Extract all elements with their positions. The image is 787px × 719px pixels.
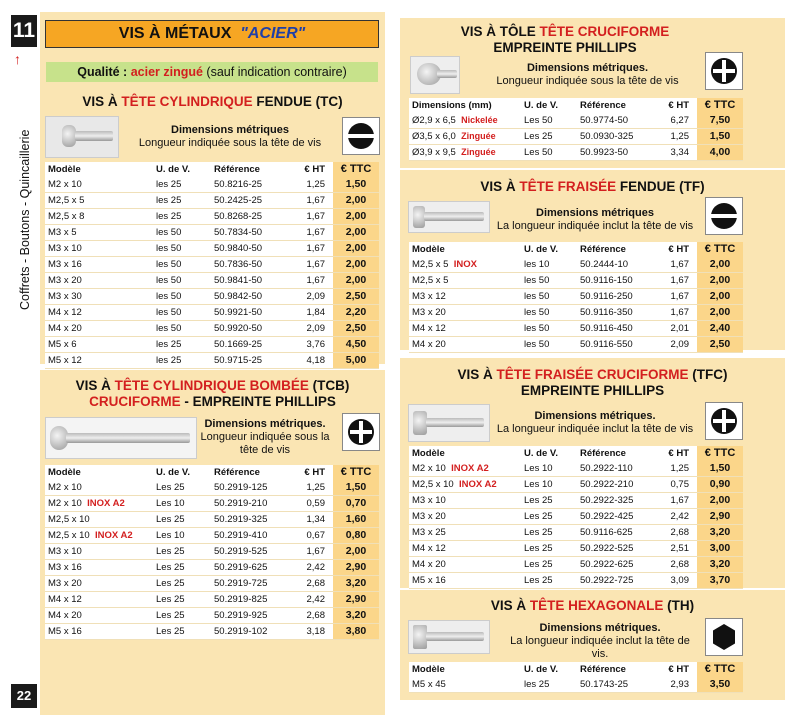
table-row <box>409 337 743 353</box>
table-row <box>45 528 379 544</box>
cell-price-ht: 4,18 <box>295 353 333 369</box>
cell-reference: 50.8268-25 <box>211 209 295 225</box>
cell-unit: Les 25 <box>521 557 577 573</box>
quality-banner <box>46 62 378 82</box>
cell-price-ttc: 2,50 <box>333 321 379 337</box>
tcb-dimensions: Dimensions métriques. Longueur indiquée sous la tête de vis <box>200 418 330 456</box>
cell-unit: les 50 <box>521 305 577 321</box>
cell-unit: les 50 <box>153 321 211 337</box>
table-row <box>409 145 743 161</box>
cell-model: M3 x 10 <box>409 493 521 509</box>
quality-value: acier zingué <box>130 65 203 79</box>
tcb-title: VIS À TÊTE CYLINDRIQUE BOMBÉE (TCB) CRUCIFORME - EMPREINTE PHILLIPS <box>75 378 350 409</box>
cell-note: INOX <box>453 259 477 270</box>
cell-price-ttc: 0,80 <box>333 528 379 544</box>
cell-price-ht: 2,42 <box>295 592 333 608</box>
cell-price-ttc: 7,50 <box>697 113 743 129</box>
cell-reference: 50.1743-25 <box>577 677 661 693</box>
cell-price-ht: 1,67 <box>661 273 697 289</box>
tc-title: VIS À TÊTE CYLINDRIQUE FENDUE (TC) <box>82 94 343 109</box>
cell-reference: 50.2922-525 <box>577 541 661 557</box>
cell-model: M3 x 16 <box>45 560 153 576</box>
cell-price-ttc: 0,70 <box>333 496 379 512</box>
cell-unit: les 50 <box>153 241 211 257</box>
cell-model: M2,5 x 10 INOX A2 <box>409 477 521 493</box>
cell-unit: Les 25 <box>153 576 211 592</box>
cell-price-ht: 2,68 <box>295 576 333 592</box>
cell-model: M5 x 16 <box>409 573 521 589</box>
cell-price-ttc: 2,00 <box>697 257 743 273</box>
cell-unit: les 50 <box>521 273 577 289</box>
cell-unit: les 25 <box>153 177 211 193</box>
cell-reference: 50.2922-625 <box>577 557 661 573</box>
cell-price-ttc: 0,90 <box>697 477 743 493</box>
cell-note: Zinguée <box>461 131 496 141</box>
cell-unit: les 50 <box>153 225 211 241</box>
th-table <box>409 662 743 693</box>
tole-dimensions: Dimensions métriques. Longueur indiquée sous la tête de vis <box>496 62 679 87</box>
cell-price-ttc: 4,50 <box>333 337 379 353</box>
title-main: VIS À MÉTAUX <box>118 25 232 42</box>
cell-reference: 50.9842-50 <box>211 289 295 305</box>
cell-price-ht: 1,67 <box>295 193 333 209</box>
cell-model: M2,5 x 5 <box>45 193 153 209</box>
cell-unit: Les 25 <box>521 493 577 509</box>
table-row <box>45 209 379 225</box>
cell-unit: Les 50 <box>521 113 577 129</box>
cell-unit: Les 10 <box>521 477 577 493</box>
phillips-icon <box>342 413 380 451</box>
cell-price-ht: 1,67 <box>295 257 333 273</box>
table-row <box>45 193 379 209</box>
cell-reference: 50.2919-725 <box>211 576 295 592</box>
cell-unit: Les 25 <box>153 608 211 624</box>
table-row <box>45 321 379 337</box>
cell-price-ht: 1,67 <box>295 225 333 241</box>
cell-model: M5 x 45 <box>409 677 521 693</box>
cell-model: M2,5 x 8 <box>45 209 153 225</box>
table-row <box>45 353 379 369</box>
cell-reference: 50.9116-625 <box>577 525 661 541</box>
cell-price-ttc: 2,40 <box>697 321 743 337</box>
table-row <box>45 337 379 353</box>
cell-price-ht: 0,75 <box>661 477 697 493</box>
cell-reference: 50.9116-350 <box>577 305 661 321</box>
cell-price-ht: 1,34 <box>295 512 333 528</box>
cell-model: M3 x 30 <box>45 289 153 305</box>
tcb-screw-photo <box>45 417 197 459</box>
cell-price-ttc: 2,00 <box>697 305 743 321</box>
cell-reference: 50.9116-150 <box>577 273 661 289</box>
chapter-label: Coffrets - Boutons - Quincaillerie <box>18 129 32 310</box>
cell-price-ht: 2,68 <box>661 525 697 541</box>
cell-model: M4 x 12 <box>409 541 521 557</box>
cell-model: M2 x 10 <box>45 177 153 193</box>
slot-icon <box>705 197 743 235</box>
cell-reference: 50.2922-325 <box>577 493 661 509</box>
tole-table <box>409 98 743 161</box>
cell-price-ht: 0,59 <box>295 496 333 512</box>
cell-unit: les 25 <box>153 209 211 225</box>
cell-model: M5 x 16 <box>45 624 153 640</box>
cell-price-ht: 1,84 <box>295 305 333 321</box>
cell-unit: Les 25 <box>153 592 211 608</box>
table-header: Modèle U. de V. Référence € HT € TTC <box>409 446 743 461</box>
cell-price-ttc: 2,00 <box>333 257 379 273</box>
cell-reference: 50.8216-25 <box>211 177 295 193</box>
table-row <box>45 273 379 289</box>
cell-price-ht: 2,93 <box>661 677 697 693</box>
cell-reference: 50.2922-725 <box>577 573 661 589</box>
cell-price-ht: 1,67 <box>661 257 697 273</box>
page-number: 22 <box>11 684 37 708</box>
table-row <box>409 129 743 145</box>
table-row <box>45 560 379 576</box>
up-arrow-icon: ↑ <box>14 51 21 67</box>
table-row <box>45 496 379 512</box>
tfc-title: VIS À TÊTE FRAISÉE CRUCIFORME (TFC) EMPREINTE PHILLIPS <box>457 367 728 398</box>
table-header: Modèle U. de V. Référence € HT € TTC <box>45 162 379 177</box>
cell-model: M3 x 10 <box>45 241 153 257</box>
cell-price-ht: 3,34 <box>661 145 697 161</box>
chapter-number: 11 <box>11 15 37 47</box>
phillips-icon <box>705 402 743 440</box>
cell-price-ht: 2,09 <box>295 289 333 305</box>
cell-price-ht: 1,25 <box>295 480 333 496</box>
table-header: Dimensions (mm) U. de V. Référence € HT € TTC <box>409 98 743 113</box>
table-row <box>45 624 379 640</box>
cell-unit: les 25 <box>521 677 577 693</box>
cell-unit: les 50 <box>153 257 211 273</box>
table-row <box>409 461 743 477</box>
table-row <box>409 257 743 273</box>
table-row <box>409 321 743 337</box>
cell-unit: les 50 <box>153 305 211 321</box>
cell-model: M4 x 20 <box>409 557 521 573</box>
tole-screw-photo <box>410 56 460 94</box>
cell-reference: 50.2919-325 <box>211 512 295 528</box>
cell-model: M2 x 10 INOX A2 <box>45 496 153 512</box>
table-row <box>409 493 743 509</box>
cell-model: M3 x 20 <box>45 273 153 289</box>
table-row <box>409 477 743 493</box>
tf-title: VIS À TÊTE FRAISÉE FENDUE (TF) <box>480 179 705 194</box>
cell-price-ht: 1,25 <box>661 461 697 477</box>
cell-model: M3 x 25 <box>409 525 521 541</box>
cell-unit: les 50 <box>521 289 577 305</box>
cell-reference: 50.9923-50 <box>577 145 661 161</box>
cell-model: M2,5 x 10 INOX A2 <box>45 528 153 544</box>
cell-price-ttc: 2,90 <box>333 560 379 576</box>
cell-unit: les 50 <box>153 273 211 289</box>
cell-unit: Les 10 <box>521 461 577 477</box>
th-screw-photo <box>408 620 490 654</box>
tfc-table <box>409 446 743 589</box>
cell-price-ttc: 2,50 <box>333 289 379 305</box>
cell-note: Zinguée <box>461 147 496 157</box>
cell-reference: 50.9116-450 <box>577 321 661 337</box>
cell-price-ht: 3,18 <box>295 624 333 640</box>
th-title: VIS À TÊTE HEXAGONALE (TH) <box>490 598 695 613</box>
cell-note: Nickelée <box>461 115 498 125</box>
cell-unit: Les 25 <box>153 544 211 560</box>
cell-unit: Les 25 <box>521 573 577 589</box>
table-row <box>45 305 379 321</box>
cell-model: M5 x 12 <box>45 353 153 369</box>
cell-reference: 50.1669-25 <box>211 337 295 353</box>
cell-price-ht: 6,27 <box>661 113 697 129</box>
cell-reference: 50.9840-50 <box>211 241 295 257</box>
cell-model: M3 x 5 <box>45 225 153 241</box>
cell-model: M4 x 20 <box>409 337 521 353</box>
cell-price-ht: 1,25 <box>661 129 697 145</box>
th-dimensions: Dimensions métriques. La longueur indiquée inclut la tête de vis. <box>510 622 690 660</box>
cell-reference: 50.2919-410 <box>211 528 295 544</box>
tf-dimensions: Dimensions métriques La longueur indiquée inclut la tête de vis <box>496 207 694 232</box>
cell-unit: Les 10 <box>153 528 211 544</box>
cell-model: M3 x 10 <box>45 544 153 560</box>
cell-model: M4 x 20 <box>45 321 153 337</box>
table-row <box>45 480 379 496</box>
cell-price-ttc: 3,20 <box>697 525 743 541</box>
cell-model: M2 x 10 INOX A2 <box>409 461 521 477</box>
quality-label: Qualité : <box>77 65 131 79</box>
cell-price-ttc: 2,90 <box>697 509 743 525</box>
cell-reference: 50.9920-50 <box>211 321 295 337</box>
cell-unit: les 50 <box>521 321 577 337</box>
cell-model: M3 x 12 <box>409 289 521 305</box>
cell-reference: 50.9116-550 <box>577 337 661 353</box>
cell-reference: 50.2425-25 <box>211 193 295 209</box>
table-row <box>409 305 743 321</box>
table-row <box>409 509 743 525</box>
cell-price-ht: 2,42 <box>295 560 333 576</box>
cell-reference: 50.9921-50 <box>211 305 295 321</box>
cell-unit: Les 25 <box>153 560 211 576</box>
table-row <box>45 289 379 305</box>
cell-model: M3 x 20 <box>45 576 153 592</box>
cell-price-ttc: 2,00 <box>697 273 743 289</box>
page-title <box>45 20 379 48</box>
table-header: Modèle U. de V. Référence € HT € TTC <box>45 465 379 480</box>
cell-reference: 50.2919-102 <box>211 624 295 640</box>
cell-note: INOX A2 <box>459 479 497 490</box>
tcb-table <box>45 465 379 640</box>
cell-price-ttc: 1,50 <box>333 177 379 193</box>
cell-reference: 50.2922-425 <box>577 509 661 525</box>
cell-model: M5 x 6 <box>45 337 153 353</box>
tfc-screw-photo <box>408 404 490 442</box>
tf-table <box>409 242 743 353</box>
sidebar <box>0 0 37 719</box>
cell-price-ht: 2,01 <box>661 321 697 337</box>
tfc-dimensions: Dimensions métriques. La longueur indiquée inclut la tête de vis <box>496 410 694 435</box>
cell-unit: les 50 <box>521 337 577 353</box>
cell-price-ttc: 3,20 <box>333 576 379 592</box>
cell-price-ht: 0,67 <box>295 528 333 544</box>
table-row <box>409 525 743 541</box>
table-row <box>409 557 743 573</box>
cell-note: INOX A2 <box>451 463 489 474</box>
cell-price-ttc: 2,00 <box>333 544 379 560</box>
cell-reference: 50.0930-325 <box>577 129 661 145</box>
cell-price-ttc: 2,00 <box>697 289 743 305</box>
cell-model: Ø2,9 x 6,5 Nickelée <box>409 113 521 129</box>
cell-unit: Les 10 <box>153 496 211 512</box>
cell-note: INOX A2 <box>87 498 125 509</box>
cell-model: Ø3,9 x 9,5 Zinguée <box>409 145 521 161</box>
cell-reference: 50.9841-50 <box>211 273 295 289</box>
cell-reference: 50.2922-110 <box>577 461 661 477</box>
cell-reference: 50.2919-210 <box>211 496 295 512</box>
table-row <box>409 541 743 557</box>
table-row <box>45 177 379 193</box>
cell-reference: 50.9774-50 <box>577 113 661 129</box>
cell-reference: 50.2922-210 <box>577 477 661 493</box>
cell-reference: 50.7834-50 <box>211 225 295 241</box>
cell-reference: 50.9715-25 <box>211 353 295 369</box>
cell-model: Ø3,5 x 6,0 Zinguée <box>409 129 521 145</box>
table-row <box>45 608 379 624</box>
cell-price-ht: 2,68 <box>661 557 697 573</box>
phillips-icon <box>705 52 743 90</box>
cell-unit: Les 25 <box>153 512 211 528</box>
table-row <box>409 273 743 289</box>
tole-title: VIS À TÔLE TÊTE CRUCIFORME EMPREINTE PHILLIPS <box>460 24 670 55</box>
cell-price-ht: 3,09 <box>661 573 697 589</box>
cell-price-ttc: 3,70 <box>697 573 743 589</box>
cell-price-ttc: 1,50 <box>697 461 743 477</box>
cell-unit: Les 25 <box>521 541 577 557</box>
cell-price-ht: 3,76 <box>295 337 333 353</box>
cell-model: M3 x 20 <box>409 305 521 321</box>
cell-unit: les 25 <box>153 193 211 209</box>
cell-price-ttc: 2,00 <box>697 493 743 509</box>
cell-price-ttc: 2,00 <box>333 225 379 241</box>
cell-price-ht: 1,25 <box>295 177 333 193</box>
cell-reference: 50.2444-10 <box>577 257 661 273</box>
cell-price-ht: 1,67 <box>295 273 333 289</box>
slot-icon <box>342 117 380 155</box>
cell-unit: les 10 <box>521 257 577 273</box>
hexagon-icon <box>705 618 743 656</box>
cell-price-ttc: 3,80 <box>333 624 379 640</box>
cell-model: M2,5 x 5 INOX <box>409 257 521 273</box>
cell-model: M2,5 x 5 <box>409 273 521 289</box>
cell-price-ttc: 5,00 <box>333 353 379 369</box>
cell-price-ht: 1,67 <box>661 493 697 509</box>
table-header: Modèle U. de V. Référence € HT € TTC <box>409 242 743 257</box>
table-row <box>409 677 743 693</box>
table-row <box>409 289 743 305</box>
cell-unit: les 50 <box>153 289 211 305</box>
cell-model: M2,5 x 10 <box>45 512 153 528</box>
table-row <box>409 113 743 129</box>
cell-price-ht: 2,68 <box>295 608 333 624</box>
table-row <box>45 512 379 528</box>
tc-screw-photo <box>45 116 119 158</box>
cell-price-ttc: 2,90 <box>333 592 379 608</box>
cell-price-ht: 1,67 <box>295 241 333 257</box>
table-row <box>45 592 379 608</box>
cell-price-ttc: 2,00 <box>333 209 379 225</box>
cell-reference: 50.2919-125 <box>211 480 295 496</box>
cell-model: M4 x 12 <box>45 305 153 321</box>
tc-table <box>45 162 379 369</box>
cell-unit: Les 25 <box>521 129 577 145</box>
table-row <box>45 225 379 241</box>
cell-model: M4 x 12 <box>45 592 153 608</box>
cell-price-ht: 2,42 <box>661 509 697 525</box>
cell-price-ht: 1,67 <box>661 289 697 305</box>
cell-price-ttc: 2,00 <box>333 241 379 257</box>
cell-model: M2 x 10 <box>45 480 153 496</box>
cell-price-ht: 2,09 <box>295 321 333 337</box>
cell-price-ttc: 2,20 <box>333 305 379 321</box>
cell-price-ttc: 2,50 <box>697 337 743 353</box>
cell-price-ht: 2,51 <box>661 541 697 557</box>
title-highlight: "ACIER" <box>240 25 306 42</box>
cell-reference: 50.2919-825 <box>211 592 295 608</box>
cell-unit: Les 50 <box>521 145 577 161</box>
cell-reference: 50.2919-625 <box>211 560 295 576</box>
tf-screw-photo <box>408 201 490 233</box>
cell-price-ttc: 3,20 <box>333 608 379 624</box>
cell-unit: les 25 <box>153 337 211 353</box>
table-row <box>45 544 379 560</box>
cell-price-ttc: 2,00 <box>333 193 379 209</box>
quality-note: (sauf indication contraire) <box>202 65 347 79</box>
cell-price-ttc: 3,20 <box>697 557 743 573</box>
cell-model: M3 x 20 <box>409 509 521 525</box>
cell-price-ttc: 2,00 <box>333 273 379 289</box>
cell-price-ht: 1,67 <box>295 544 333 560</box>
tc-dimensions: Dimensions métriques Longueur indiquée sous la tête de vis <box>138 124 322 149</box>
table-row <box>45 257 379 273</box>
cell-reference: 50.9116-250 <box>577 289 661 305</box>
cell-price-ttc: 1,60 <box>333 512 379 528</box>
cell-model: M4 x 12 <box>409 321 521 337</box>
cell-price-ht: 1,67 <box>295 209 333 225</box>
cell-reference: 50.2919-525 <box>211 544 295 560</box>
table-row <box>45 576 379 592</box>
cell-price-ttc: 4,00 <box>697 145 743 161</box>
cell-unit: Les 25 <box>153 624 211 640</box>
table-row <box>45 241 379 257</box>
cell-model: M3 x 16 <box>45 257 153 273</box>
cell-model: M4 x 20 <box>45 608 153 624</box>
cell-price-ttc: 3,00 <box>697 541 743 557</box>
cell-unit: les 25 <box>153 353 211 369</box>
cell-price-ttc: 3,50 <box>697 677 743 693</box>
table-row <box>409 573 743 589</box>
cell-unit: Les 25 <box>521 525 577 541</box>
cell-reference: 50.7836-50 <box>211 257 295 273</box>
cell-price-ht: 2,09 <box>661 337 697 353</box>
cell-unit: Les 25 <box>153 480 211 496</box>
cell-price-ht: 1,67 <box>661 305 697 321</box>
cell-unit: Les 25 <box>521 509 577 525</box>
table-header: Modèle U. de V. Référence € HT € TTC <box>409 662 743 677</box>
cell-price-ttc: 1,50 <box>697 129 743 145</box>
cell-note: INOX A2 <box>95 530 133 541</box>
cell-price-ttc: 1,50 <box>333 480 379 496</box>
cell-reference: 50.2919-925 <box>211 608 295 624</box>
